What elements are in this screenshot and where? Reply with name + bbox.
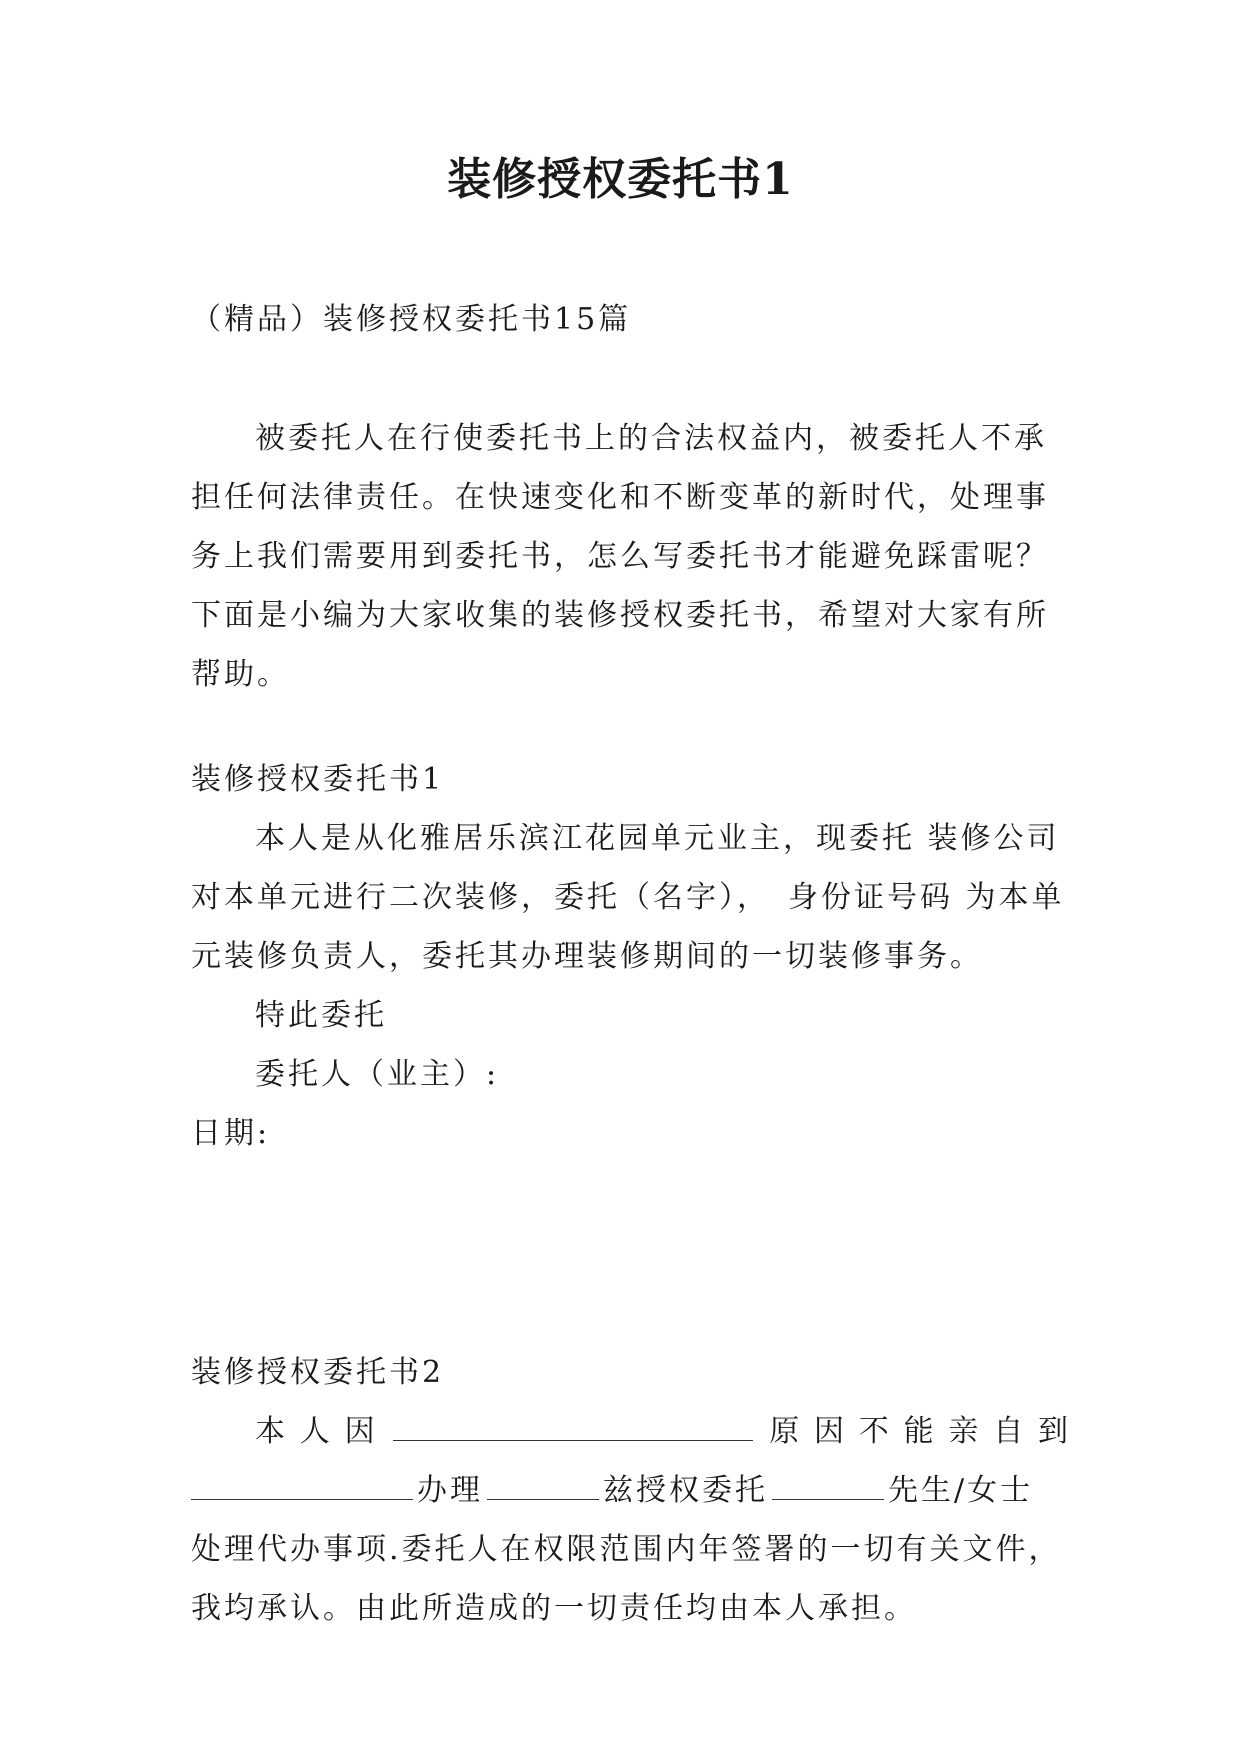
spacer bbox=[191, 704, 1071, 750]
section2-text-5: 先生/女士 bbox=[888, 1473, 1034, 1508]
section2-line1 bbox=[191, 1402, 1071, 1461]
page-title: 装修授权委托书1 bbox=[447, 154, 794, 205]
section2-text-1: 本人因 bbox=[255, 1414, 390, 1449]
section2-text-3: 办理 bbox=[417, 1473, 483, 1508]
section2-rest: 处理代办事项.委托人在权限范围内年签署的一切有关文件，我均承认。由此所造成的一切责任均由本人承担。 bbox=[191, 1532, 1062, 1626]
section2-text-2: 原因不能亲自到 bbox=[757, 1414, 1072, 1449]
section1-date: 日期: bbox=[191, 1116, 271, 1151]
section2-heading: 装修授权委托书2 bbox=[191, 1355, 445, 1390]
fill-in-blank-reason bbox=[393, 1406, 753, 1441]
intro-paragraph: 被委托人在行使委托书上的合法权益内，被委托人不承担任何法律责任。在快速变化和不断变革的新时代，处理事务上我们需要用到委托书，怎么写委托书才能避免踩雷呢？下面是小编为大家收集的装修授权委托书，希望对大家有所帮助。 bbox=[191, 421, 1049, 692]
document-body bbox=[191, 290, 1071, 1638]
fill-in-blank-matter bbox=[487, 1465, 599, 1500]
document-subtitle: （精品）装修授权委托书15篇 bbox=[191, 302, 632, 337]
spacer bbox=[191, 349, 1071, 409]
section1-body: 本人是从化雅居乐滨江花园单元业主，现委托 装修公司对本单元进行二次装修，委托（名字）， 身份证号码 为本单元装修负责人，委托其办理装修期间的一切装修事务。 bbox=[191, 821, 1065, 974]
fill-in-blank-place bbox=[191, 1465, 413, 1500]
section1-closing: 特此委托 bbox=[255, 998, 387, 1033]
fill-in-blank-agent-name bbox=[772, 1465, 884, 1500]
section2-line2 bbox=[191, 1461, 1071, 1520]
spacer bbox=[191, 1163, 1071, 1343]
section1-heading: 装修授权委托书1 bbox=[191, 762, 445, 797]
section2-text-4: 兹授权委托 bbox=[603, 1473, 768, 1508]
section1-signer: 委托人（业主）: bbox=[255, 1057, 500, 1092]
